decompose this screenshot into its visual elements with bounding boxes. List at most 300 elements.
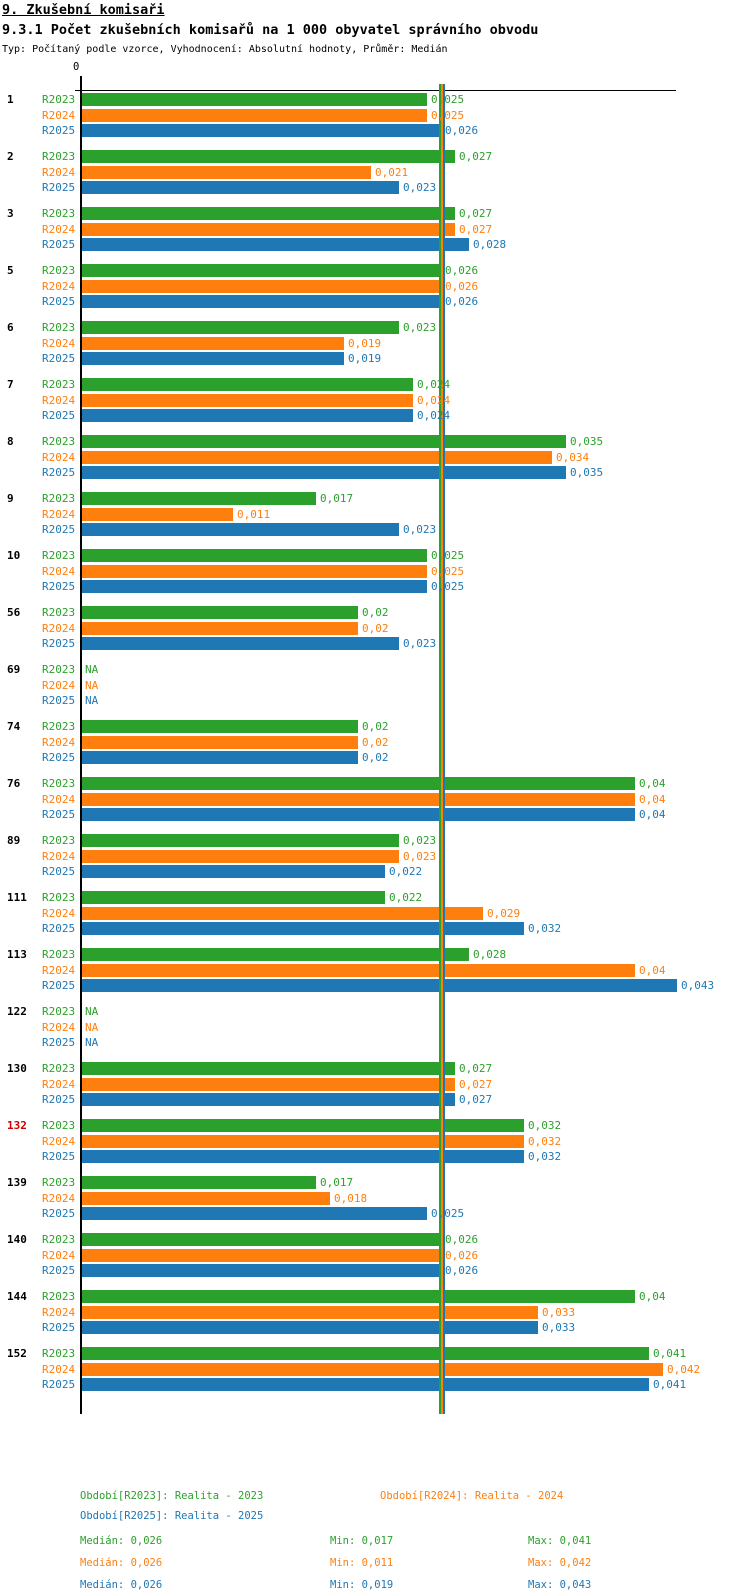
group-row <box>0 1175 750 1191</box>
group-row <box>0 180 750 196</box>
value-bar <box>82 922 524 935</box>
value-bar <box>82 466 566 479</box>
value-bar <box>82 295 441 308</box>
group-row <box>0 750 750 766</box>
group-row <box>0 377 750 393</box>
series-label-r2025: R2025 <box>42 352 76 366</box>
group-row <box>0 1035 750 1051</box>
bar-group-122 <box>0 1004 750 1051</box>
value-bar <box>82 637 399 650</box>
value-bar <box>82 622 358 635</box>
series-label-r2024: R2024 <box>42 222 76 236</box>
value-label: 0,026 <box>445 1264 479 1278</box>
value-label: 0,042 <box>667 1362 701 1376</box>
bar-group-152 <box>0 1346 750 1393</box>
series-label-r2023: R2023 <box>42 891 76 905</box>
bar-group-74 <box>0 719 750 766</box>
series-label-r2023: R2023 <box>42 1062 76 1076</box>
group-label: 130 <box>7 1062 27 1076</box>
series-label-r2024: R2024 <box>42 792 76 806</box>
value-bar <box>82 394 413 407</box>
series-label-r2023: R2023 <box>42 264 76 278</box>
value-label: 0,017 <box>320 492 354 506</box>
series-label-r2023: R2023 <box>42 150 76 164</box>
group-row <box>0 351 750 367</box>
value-bar <box>82 1249 441 1262</box>
series-label-r2023: R2023 <box>42 777 76 791</box>
bar-group-130 <box>0 1061 750 1108</box>
group-row <box>0 621 750 637</box>
bar-group-9 <box>0 491 750 538</box>
series-label-r2024: R2024 <box>42 963 76 977</box>
series-label-r2023: R2023 <box>42 948 76 962</box>
series-label-r2024: R2024 <box>42 849 76 863</box>
value-label: 0,019 <box>348 336 382 350</box>
chart-groups <box>0 92 750 1403</box>
value-label: 0,025 <box>431 549 465 563</box>
legend-item-r2023: Období[R2023]: Realita - 2023 <box>80 1490 264 1502</box>
value-label: 0,043 <box>681 979 715 993</box>
group-label: 5 <box>7 264 14 278</box>
value-label: 0,026 <box>445 124 479 138</box>
value-label: 0,026 <box>445 1233 479 1247</box>
group-label: 144 <box>7 1290 27 1304</box>
group-row <box>0 320 750 336</box>
group-row <box>0 1149 750 1165</box>
value-bar <box>82 549 427 562</box>
value-label: 0,027 <box>459 1093 493 1107</box>
series-label-r2025: R2025 <box>42 751 76 765</box>
value-bar <box>82 238 469 251</box>
group-label: 1 <box>7 93 14 107</box>
value-bar <box>82 1207 427 1220</box>
group-row <box>0 849 750 865</box>
group-row <box>0 1263 750 1279</box>
value-label: 0,023 <box>403 849 437 863</box>
bar-group-56 <box>0 605 750 652</box>
bar-group-139 <box>0 1175 750 1222</box>
value-label: 0,02 <box>362 751 389 765</box>
value-label: 0,026 <box>445 1248 479 1262</box>
bar-group-8 <box>0 434 750 481</box>
bar-group-2 <box>0 149 750 196</box>
bar-group-132 <box>0 1118 750 1165</box>
group-label: 74 <box>7 720 21 734</box>
value-label: 0,026 <box>445 295 479 309</box>
series-label-r2023: R2023 <box>42 549 76 563</box>
value-label: 0,035 <box>570 466 604 480</box>
value-label: 0,032 <box>528 1150 562 1164</box>
group-row <box>0 123 750 139</box>
value-bar <box>82 280 441 293</box>
series-label-r2025: R2025 <box>42 181 76 195</box>
group-row <box>0 792 750 808</box>
group-row <box>0 678 750 694</box>
value-label: NA <box>85 1020 99 1034</box>
value-label: 0,04 <box>639 777 666 791</box>
group-row <box>0 1362 750 1378</box>
series-label-r2023: R2023 <box>42 834 76 848</box>
bar-group-3 <box>0 206 750 253</box>
value-bar <box>82 352 344 365</box>
series-label-r2023: R2023 <box>42 1176 76 1190</box>
bar-group-113 <box>0 947 750 994</box>
group-row <box>0 1134 750 1150</box>
group-row <box>0 393 750 409</box>
value-bar <box>82 1062 455 1075</box>
group-label: 8 <box>7 435 14 449</box>
x-axis-line <box>75 90 676 91</box>
value-bar <box>82 166 371 179</box>
series-label-r2025: R2025 <box>42 409 76 423</box>
bar-group-111 <box>0 890 750 937</box>
group-row <box>0 1061 750 1077</box>
value-bar <box>82 865 385 878</box>
value-label: 0,028 <box>473 948 507 962</box>
value-bar <box>82 736 358 749</box>
series-label-r2025: R2025 <box>42 1036 76 1050</box>
value-label: 0,024 <box>417 393 451 407</box>
group-label: 139 <box>7 1176 27 1190</box>
value-bar <box>82 1135 524 1148</box>
series-label-r2024: R2024 <box>42 1191 76 1205</box>
stat-max-r2025: Max: 0,043 <box>528 1579 592 1591</box>
group-label: 111 <box>7 891 27 905</box>
value-label: 0,028 <box>473 238 507 252</box>
series-label-r2025: R2025 <box>42 694 76 708</box>
value-bar <box>82 777 635 790</box>
legend-item-r2024: Období[R2024]: Realita - 2024 <box>380 1490 564 1502</box>
series-label-r2023: R2023 <box>42 1233 76 1247</box>
series-label-r2024: R2024 <box>42 1305 76 1319</box>
value-label: 0,02 <box>362 621 389 635</box>
group-row <box>0 108 750 124</box>
stat-max-r2023: Max: 0,041 <box>528 1535 592 1547</box>
value-label: 0,024 <box>417 409 451 423</box>
group-row <box>0 1377 750 1393</box>
series-label-r2024: R2024 <box>42 336 76 350</box>
value-bar <box>82 834 399 847</box>
value-label: NA <box>85 1005 99 1019</box>
value-label: 0,018 <box>334 1191 368 1205</box>
value-bar <box>82 223 455 236</box>
value-label: 0,033 <box>542 1305 576 1319</box>
group-label: 113 <box>7 948 27 962</box>
group-row <box>0 1248 750 1264</box>
value-label: 0,023 <box>403 637 437 651</box>
group-row <box>0 408 750 424</box>
group-label: 132 <box>7 1119 27 1133</box>
value-bar <box>82 1233 441 1246</box>
group-row <box>0 507 750 523</box>
group-row <box>0 906 750 922</box>
value-label: 0,04 <box>639 963 666 977</box>
series-label-r2024: R2024 <box>42 1248 76 1262</box>
legend-item-r2025: Období[R2025]: Realita - 2025 <box>80 1510 264 1522</box>
group-row <box>0 1004 750 1020</box>
value-label: NA <box>85 678 99 692</box>
group-row <box>0 776 750 792</box>
value-bar <box>82 948 469 961</box>
value-label: 0,032 <box>528 1134 562 1148</box>
value-bar <box>82 451 552 464</box>
group-row <box>0 222 750 238</box>
value-label: 0,04 <box>639 792 666 806</box>
value-label: 0,027 <box>459 222 493 236</box>
group-row <box>0 165 750 181</box>
value-bar <box>82 751 358 764</box>
value-label: 0,026 <box>445 279 479 293</box>
series-label-r2023: R2023 <box>42 321 76 335</box>
value-label: 0,025 <box>431 564 465 578</box>
stat-min-r2025: Min: 0,019 <box>330 1579 394 1591</box>
group-row <box>0 149 750 165</box>
value-bar <box>82 1290 635 1303</box>
series-label-r2025: R2025 <box>42 1207 76 1221</box>
bar-group-10 <box>0 548 750 595</box>
series-label-r2025: R2025 <box>42 637 76 651</box>
series-label-r2025: R2025 <box>42 1150 76 1164</box>
group-row <box>0 807 750 823</box>
value-bar <box>82 606 358 619</box>
value-label: 0,041 <box>653 1347 687 1361</box>
value-label: 0,025 <box>431 580 465 594</box>
stat-min-r2024: Min: 0,011 <box>330 1557 394 1569</box>
series-label-r2025: R2025 <box>42 1093 76 1107</box>
bar-group-6 <box>0 320 750 367</box>
value-bar <box>82 207 455 220</box>
group-label: 69 <box>7 663 21 677</box>
series-label-r2024: R2024 <box>42 735 76 749</box>
value-bar <box>82 1078 455 1091</box>
stat-median-r2025: Medián: 0,026 <box>80 1579 163 1591</box>
value-label: 0,02 <box>362 606 389 620</box>
group-row <box>0 1206 750 1222</box>
group-row <box>0 864 750 880</box>
group-row <box>0 522 750 538</box>
group-row <box>0 206 750 222</box>
group-label: 56 <box>7 606 21 620</box>
value-bar <box>82 109 427 122</box>
series-label-r2025: R2025 <box>42 466 76 480</box>
value-bar <box>82 1321 538 1334</box>
group-label: 7 <box>7 378 14 392</box>
series-label-r2023: R2023 <box>42 1290 76 1304</box>
series-label-r2023: R2023 <box>42 1005 76 1019</box>
group-label: 10 <box>7 549 21 563</box>
bar-group-69 <box>0 662 750 709</box>
group-row <box>0 735 750 751</box>
group-label: 76 <box>7 777 21 791</box>
group-row <box>0 890 750 906</box>
series-label-r2025: R2025 <box>42 1378 76 1392</box>
stat-min-r2023: Min: 0,017 <box>330 1535 394 1547</box>
series-label-r2023: R2023 <box>42 663 76 677</box>
value-bar <box>82 523 399 536</box>
series-label-r2024: R2024 <box>42 450 76 464</box>
page-title: 9. Zkušební komisaři <box>2 2 165 18</box>
value-bar <box>82 93 427 106</box>
series-label-r2024: R2024 <box>42 393 76 407</box>
value-label: 0,025 <box>431 93 465 107</box>
value-bar <box>82 1306 538 1319</box>
group-row <box>0 636 750 652</box>
bar-group-140 <box>0 1232 750 1279</box>
series-label-r2023: R2023 <box>42 207 76 221</box>
group-row <box>0 336 750 352</box>
series-label-r2025: R2025 <box>42 922 76 936</box>
group-row <box>0 1346 750 1362</box>
value-bar <box>82 850 399 863</box>
series-label-r2025: R2025 <box>42 1321 76 1335</box>
value-label: 0,023 <box>403 523 437 537</box>
value-label: NA <box>85 663 99 677</box>
bar-group-7 <box>0 377 750 424</box>
value-label: 0,019 <box>348 352 382 366</box>
series-label-r2025: R2025 <box>42 1264 76 1278</box>
series-label-r2023: R2023 <box>42 1347 76 1361</box>
group-row <box>0 237 750 253</box>
group-label: 140 <box>7 1233 27 1247</box>
value-bar <box>82 435 566 448</box>
series-label-r2025: R2025 <box>42 295 76 309</box>
value-label: 0,034 <box>556 450 590 464</box>
group-row <box>0 1232 750 1248</box>
value-label: 0,021 <box>375 165 409 179</box>
series-label-r2024: R2024 <box>42 621 76 635</box>
group-row <box>0 978 750 994</box>
value-bar <box>82 1363 663 1376</box>
value-bar <box>82 181 399 194</box>
value-bar <box>82 979 677 992</box>
value-label: 0,027 <box>459 1077 493 1091</box>
group-row <box>0 564 750 580</box>
group-label: 3 <box>7 207 14 221</box>
value-bar <box>82 720 358 733</box>
value-bar <box>82 964 635 977</box>
value-label: 0,026 <box>445 264 479 278</box>
value-label: 0,022 <box>389 891 423 905</box>
group-row <box>0 1191 750 1207</box>
group-label: 9 <box>7 492 14 506</box>
stat-max-r2024: Max: 0,042 <box>528 1557 592 1569</box>
group-row <box>0 92 750 108</box>
group-row <box>0 1077 750 1093</box>
group-row <box>0 693 750 709</box>
series-label-r2024: R2024 <box>42 279 76 293</box>
group-row <box>0 434 750 450</box>
value-label: 0,027 <box>459 207 493 221</box>
value-label: 0,029 <box>487 906 521 920</box>
value-label: 0,033 <box>542 1321 576 1335</box>
bar-group-144 <box>0 1289 750 1336</box>
series-label-r2023: R2023 <box>42 1119 76 1133</box>
series-label-r2024: R2024 <box>42 1134 76 1148</box>
value-label: 0,02 <box>362 720 389 734</box>
series-label-r2024: R2024 <box>42 678 76 692</box>
series-label-r2023: R2023 <box>42 720 76 734</box>
value-label: 0,022 <box>389 865 423 879</box>
value-label: 0,023 <box>403 181 437 195</box>
value-bar <box>82 1264 441 1277</box>
group-row <box>0 263 750 279</box>
group-row <box>0 963 750 979</box>
value-label: 0,011 <box>237 507 271 521</box>
value-label: 0,023 <box>403 834 437 848</box>
group-row <box>0 921 750 937</box>
value-bar <box>82 793 635 806</box>
group-row <box>0 662 750 678</box>
value-label: NA <box>85 694 99 708</box>
series-label-r2024: R2024 <box>42 1362 76 1376</box>
series-label-r2023: R2023 <box>42 93 76 107</box>
group-row <box>0 1020 750 1036</box>
group-label: 152 <box>7 1347 27 1361</box>
series-label-r2023: R2023 <box>42 378 76 392</box>
stat-median-r2024: Medián: 0,026 <box>80 1557 163 1569</box>
value-label: 0,032 <box>528 1119 562 1133</box>
value-label: 0,04 <box>639 808 666 822</box>
value-bar <box>82 907 483 920</box>
series-label-r2023: R2023 <box>42 606 76 620</box>
value-bar <box>82 150 455 163</box>
chart-meta: Typ: Počítaný podle vzorce, Vyhodnocení: Absolutní hodnoty, Průměr: Medián <box>2 44 448 55</box>
value-bar <box>82 1119 524 1132</box>
group-row <box>0 279 750 295</box>
value-label: 0,027 <box>459 1062 493 1076</box>
group-row <box>0 947 750 963</box>
series-label-r2024: R2024 <box>42 564 76 578</box>
value-bar <box>82 264 441 277</box>
value-label: 0,025 <box>431 108 465 122</box>
series-label-r2025: R2025 <box>42 523 76 537</box>
group-row <box>0 833 750 849</box>
group-row <box>0 1320 750 1336</box>
series-label-r2024: R2024 <box>42 1020 76 1034</box>
value-label: 0,017 <box>320 1176 354 1190</box>
value-label: NA <box>85 1036 99 1050</box>
series-label-r2025: R2025 <box>42 238 76 252</box>
value-bar <box>82 1192 330 1205</box>
value-label: 0,032 <box>528 922 562 936</box>
group-label: 89 <box>7 834 21 848</box>
series-label-r2025: R2025 <box>42 865 76 879</box>
group-row <box>0 1118 750 1134</box>
series-label-r2024: R2024 <box>42 108 76 122</box>
axis-zero-tick-label: 0 <box>73 61 80 73</box>
group-row <box>0 1289 750 1305</box>
group-row <box>0 1305 750 1321</box>
value-bar <box>82 492 316 505</box>
series-label-r2025: R2025 <box>42 808 76 822</box>
value-bar <box>82 378 413 391</box>
series-label-r2025: R2025 <box>42 580 76 594</box>
series-label-r2023: R2023 <box>42 492 76 506</box>
value-bar <box>82 409 413 422</box>
value-bar <box>82 321 399 334</box>
stat-median-r2023: Medián: 0,026 <box>80 1535 163 1547</box>
value-bar <box>82 1150 524 1163</box>
series-label-r2024: R2024 <box>42 1077 76 1091</box>
value-label: 0,04 <box>639 1290 666 1304</box>
group-label: 122 <box>7 1005 27 1019</box>
value-bar <box>82 1378 649 1391</box>
value-bar <box>82 565 427 578</box>
group-row <box>0 294 750 310</box>
value-bar <box>82 337 344 350</box>
value-bar <box>82 808 635 821</box>
group-row <box>0 491 750 507</box>
